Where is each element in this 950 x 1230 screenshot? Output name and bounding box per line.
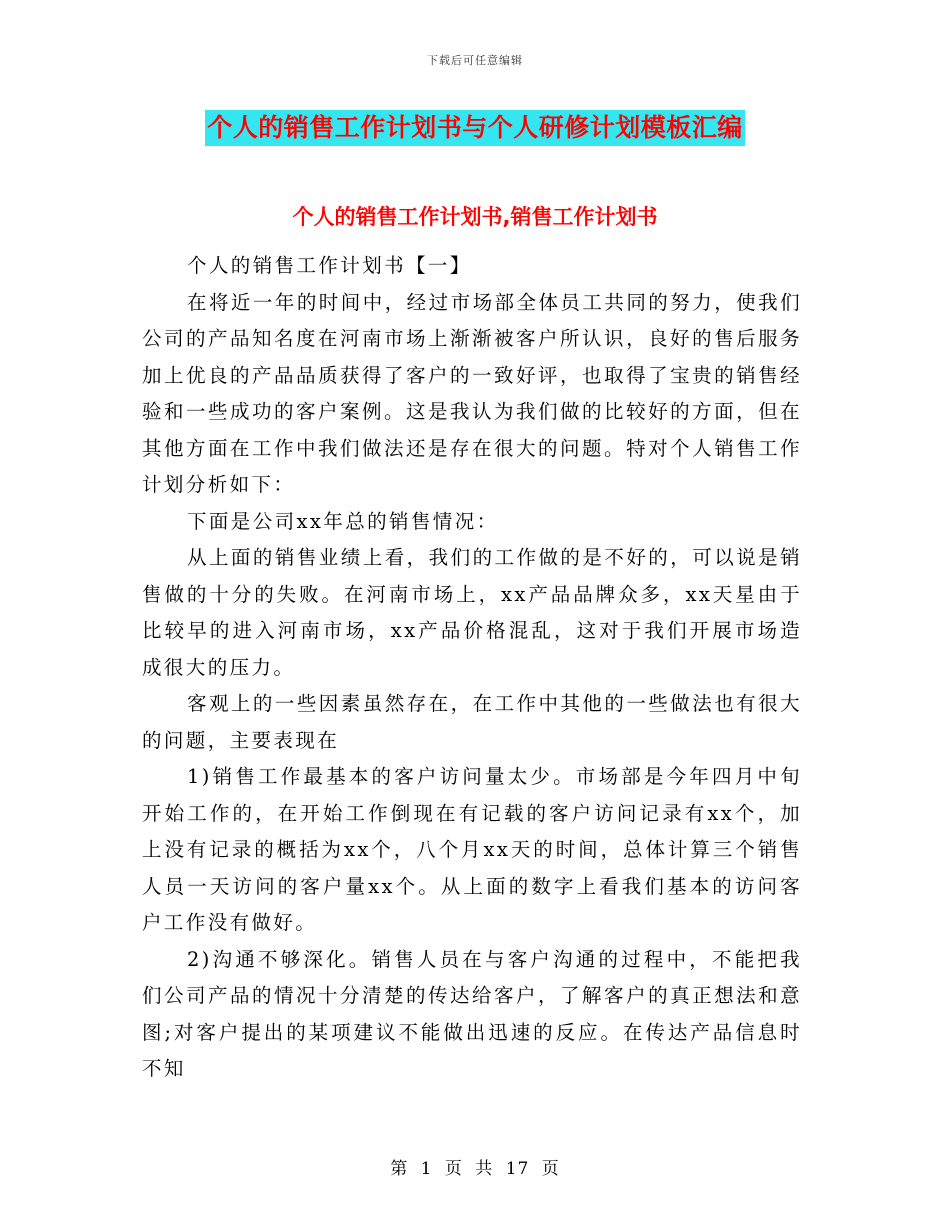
- page-number-footer: 第 1 页 共 17 页: [390, 1159, 560, 1179]
- paragraph: 2)沟通不够深化。销售人员在与客户沟通的过程中，不能把我们公司产品的情况十分清楚的传达给客户，了解客户的真正想法和意图;对客户提出的某项建议不能做出迅速的反应。在传达产品信息时不知: [142, 947, 802, 1080]
- paragraph: 客观上的一些因素虽然存在，在工作中其他的一些做法也有很大的问题，主要表现在: [142, 692, 802, 752]
- sub-title: 个人的销售工作计划书,销售工作计划书: [292, 205, 658, 229]
- paragraph: 下面是公司xx年总的销售情况：: [187, 509, 499, 533]
- paragraph: 1)销售工作最基本的客户访问量太少。市场部是今年四月中旬开始工作的，在开始工作倒现在有记载的客户访问记录有xx个，加上没有记录的概括为xx个，八个月xx天的时间，总体计算三个销售人员一天访问的客户量xx个。从上面的数字上看我们基本的访问客户工作没有做好。: [142, 765, 802, 934]
- main-title-container: [0, 110, 950, 146]
- document-body: [142, 248, 802, 1088]
- header-note: 下载后可任意编辑: [427, 54, 523, 67]
- paragraph: 从上面的销售业绩上看，我们的工作做的是不好的，可以说是销售做的十分的失败。在河南市场上，xx产品品牌众多，xx天星由于比较早的进入河南市场，xx产品价格混乱，这对于我们开展市场造成很大的压力。: [142, 546, 802, 679]
- paragraph: 在将近一年的时间中，经过市场部全体员工共同的努力，使我们公司的产品知名度在河南市场上渐渐被客户所认识，良好的售后服务加上优良的产品品质获得了客户的一致好评，也取得了宝贵的销售经验和一些成功的客户案例。这是我认为我们做的比较好的方面，但在其他方面在工作中我们做法还是存在很大的问题。特对个人销售工作计划分析如下：: [142, 290, 802, 496]
- section-heading: 个人的销售工作计划书【一】: [187, 254, 472, 277]
- main-title: 个人的销售工作计划书与个人研修计划模板汇编: [205, 110, 745, 146]
